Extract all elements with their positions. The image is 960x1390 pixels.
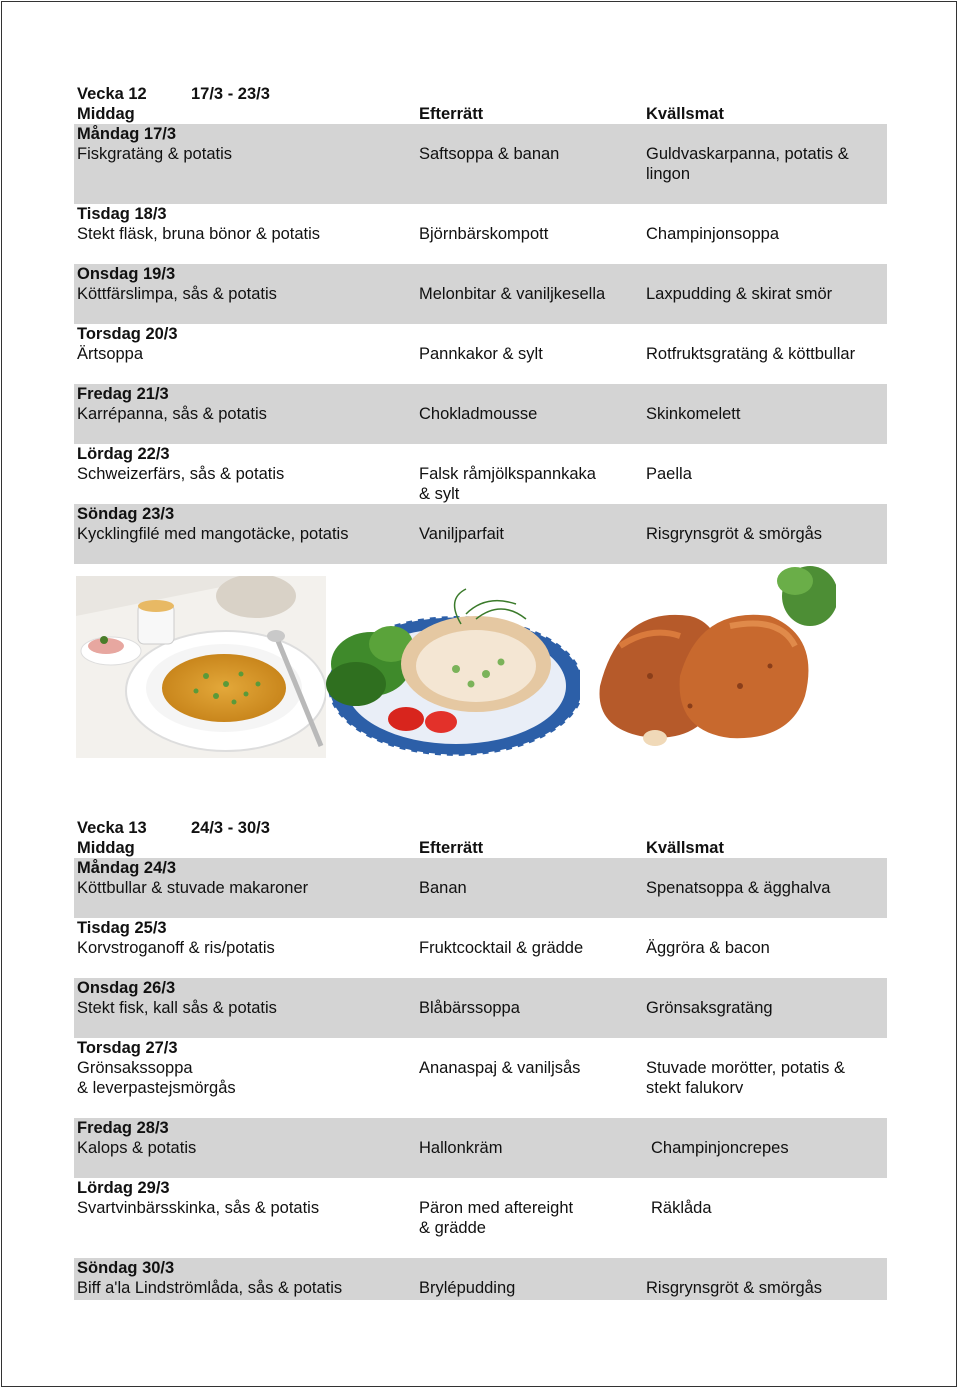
lunch-dish: Kalops & potatis	[77, 1139, 197, 1157]
day-row	[74, 124, 887, 204]
column-headers	[74, 838, 887, 858]
day-name: Onsdag 19/3	[77, 265, 176, 283]
dessert-dish: Falsk råmjölkspannkaka & sylt	[419, 465, 596, 503]
lunch-dish: Stekt fläsk, bruna bönor & potatis	[77, 225, 321, 243]
supper-dish: Risgrynsgröt & smörgås	[646, 1279, 823, 1297]
dessert-dish: Pannkakor & sylt	[419, 345, 543, 363]
day-row	[74, 1178, 887, 1258]
soup-photo	[76, 576, 326, 758]
day-name: Söndag 23/3	[77, 505, 175, 523]
day-name: Onsdag 26/3	[77, 979, 176, 997]
lunch-dish: Karrépanna, sås & potatis	[77, 405, 267, 423]
supper-dish: Laxpudding & skirat smör	[646, 285, 833, 303]
day-name: Tisdag 25/3	[77, 919, 167, 937]
supper-dish: Skinkomelett	[646, 405, 741, 423]
lunch-dish: Stekt fisk, kall sås & potatis	[77, 999, 277, 1017]
day-row	[74, 324, 887, 384]
day-name: Måndag 17/3	[77, 125, 177, 143]
dessert-dish: Ananaspaj & vaniljsås	[419, 1059, 581, 1077]
supper-dish: Räklåda	[651, 1199, 712, 1217]
day-name: Måndag 24/3	[77, 859, 177, 877]
lunch-dish: Fiskgratäng & potatis	[77, 145, 232, 163]
day-row	[74, 384, 887, 444]
lunch-dish: Korvstroganoff & ris/potatis	[77, 939, 275, 957]
day-row	[74, 918, 887, 978]
dessert-dish: Blåbärssoppa	[419, 999, 520, 1017]
dessert-dish: Banan	[419, 879, 467, 897]
week-label: Vecka 12	[77, 85, 147, 103]
chicken-photo	[580, 566, 836, 758]
supper-dish: Rotfruktsgratäng & köttbullar	[646, 345, 856, 363]
day-row	[74, 204, 887, 264]
day-row	[74, 858, 887, 918]
week-13-menu	[74, 818, 887, 1300]
dessert-dish: Brylépudding	[419, 1279, 516, 1297]
header-dessert: Efterrätt	[419, 105, 484, 123]
day-name: Torsdag 27/3	[77, 1039, 178, 1057]
week-label: Vecka 13	[77, 819, 147, 837]
plate-photo	[326, 574, 580, 758]
supper-dish: Champinjoncrepes	[651, 1139, 789, 1157]
day-name: Lördag 29/3	[77, 1179, 170, 1197]
dessert-dish: Fruktcocktail & grädde	[419, 939, 584, 957]
day-name: Torsdag 20/3	[77, 325, 178, 343]
day-row	[74, 504, 887, 564]
lunch-dish: Grönsakssoppa & leverpastejsmörgås	[77, 1059, 236, 1097]
header-supper: Kvällsmat	[646, 105, 724, 123]
header-lunch: Middag	[77, 105, 135, 123]
supper-dish: Grönsaksgratäng	[646, 999, 773, 1017]
dessert-dish: Vaniljparfait	[419, 525, 504, 543]
day-row	[74, 1038, 887, 1118]
day-name: Fredag 28/3	[77, 1119, 169, 1137]
lunch-dish: Schweizerfärs, sås & potatis	[77, 465, 285, 483]
supper-dish: Spenatsoppa & ägghalva	[646, 879, 831, 897]
day-name: Fredag 21/3	[77, 385, 169, 403]
header-supper: Kvällsmat	[646, 839, 724, 857]
lunch-dish: Köttfärslimpa, sås & potatis	[77, 285, 277, 303]
dessert-dish: Hallonkräm	[419, 1139, 503, 1157]
dessert-dish: Päron med aftereight & grädde	[419, 1199, 574, 1237]
week-header	[74, 84, 887, 104]
week-dates: 17/3 - 23/3	[191, 85, 270, 103]
day-name: Lördag 22/3	[77, 445, 170, 463]
lunch-dish: Ärtsoppa	[77, 345, 144, 363]
day-name: Tisdag 18/3	[77, 205, 167, 223]
day-name: Söndag 30/3	[77, 1259, 175, 1277]
lunch-dish: Svartvinbärsskinka, sås & potatis	[77, 1199, 320, 1217]
supper-dish: Stuvade morötter, potatis & stekt falukorv	[646, 1059, 846, 1097]
food-photos	[76, 566, 836, 758]
supper-dish: Risgrynsgröt & smörgås	[646, 525, 823, 543]
week-12-menu	[74, 84, 887, 564]
day-row	[74, 1258, 887, 1300]
supper-dish: Äggröra & bacon	[646, 939, 770, 957]
supper-dish: Paella	[646, 465, 692, 483]
supper-dish: Guldvaskarpanna, potatis & lingon	[646, 145, 849, 183]
lunch-dish: Biff a'la Lindströmlåda, sås & potatis	[77, 1279, 343, 1297]
header-lunch: Middag	[77, 839, 135, 857]
header-dessert: Efterrätt	[419, 839, 484, 857]
lunch-dish: Köttbullar & stuvade makaroner	[77, 879, 309, 897]
dessert-dish: Björnbärskompott	[419, 225, 549, 243]
dessert-dish: Saftsoppa & banan	[419, 145, 560, 163]
lunch-dish: Kycklingfilé med mangotäcke, potatis	[77, 525, 349, 543]
column-headers	[74, 104, 887, 124]
day-row	[74, 978, 887, 1038]
dessert-dish: Chokladmousse	[419, 405, 538, 423]
day-row	[74, 264, 887, 324]
week-dates: 24/3 - 30/3	[191, 819, 270, 837]
week-header	[74, 818, 887, 838]
day-row	[74, 1118, 887, 1178]
supper-dish: Champinjonsoppa	[646, 225, 780, 243]
day-row	[74, 444, 887, 504]
dessert-dish: Melonbitar & vaniljkesella	[419, 285, 606, 303]
